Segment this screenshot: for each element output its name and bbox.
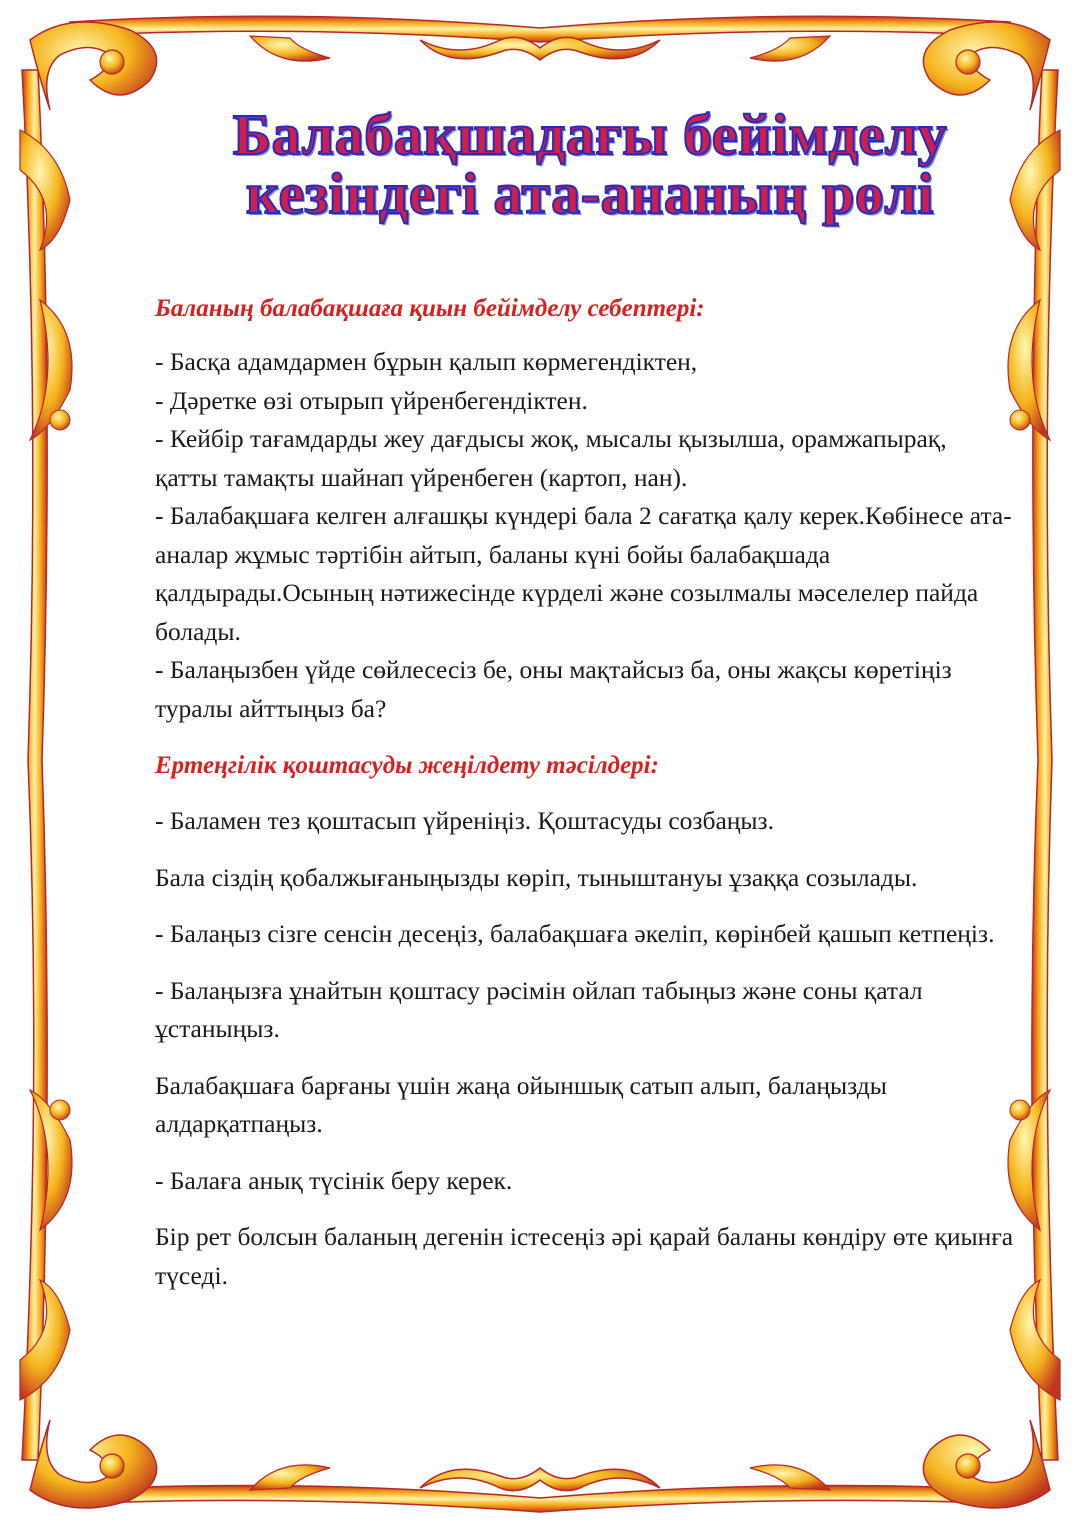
section-heading-methods: Ертеңгілік қоштасуды жеңілдету тәсілдері: [155,752,659,780]
document-content [155,102,1015,1313]
list-item: - Баламен тез қоштасып үйреніңіз. Қоштасуды созбаңыз. [155,806,774,836]
list-item: Бір рет болсын баланың дегенін істесеңіз әрі қарай баланы көндіру өте қиынға түседі. [155,1222,1014,1290]
list-item: - Балаңызға ұнайтын қоштасу рәсімін ойлап табыңыз және соны қатал ұстаныңыз. [155,975,923,1044]
frame-right-bar [1032,70,1058,1460]
list-item: Бала сіздің қобалжығаныңызды көріп, тыныштануы ұзаққа созылады. [155,862,918,892]
title-line-2: кезіндегі ата-ананың рөлі [245,161,935,227]
list-item: - Басқа адамдармен бұрын қалып көрмегендіктен, [155,347,698,377]
list-item: - Дәретке өзі отырып үйренбегендіктен. [155,385,588,415]
list-item: - Балаңыз сізге сенсін десеңіз, балабақшаға әкеліп, көрінбей қашып кетпеңіз. [155,919,995,949]
list-item: - Кейбір тағамдарды жеу дағдысы жоқ, мысалы қызылша, орамжапырақ, қатты тамақты шайнап үйренбеген (картоп, нан). [155,424,947,492]
frame-left-bar [22,70,47,1460]
frame-bottom-bar [70,1486,1010,1513]
methods-list [155,802,1015,1295]
page-title [155,102,1015,227]
list-item: - Балаңызбен үйде сөйлесесіз бе, оны мақтайсыз ба, оны жақсы көретіңіз туралы айттыңыз ба? [155,655,952,723]
list-item: - Балабақшаға келген алғашқы күндері бала 2 сағатқа қалу керек.Көбінесе ата-аналар жұмыс тәртібін айтып, баланы күні бойы балабақшада қалдырады.Осының нәтижесінде күрделі және созылмалы мәселелер пайда болады. [155,501,1012,646]
frame-top-bar [70,16,1010,42]
reasons-list [155,343,1015,728]
section-heading-reasons: Баланың балабақшаға қиын бейімделу себептері: [155,295,705,323]
title-line-1: Балабақшадағы бейімделу [232,102,948,167]
list-item: Балабақшаға барғаны үшін жаңа ойыншық сатып алып, балаңызды алдарқатпаңыз. [155,1070,887,1139]
list-item: - Балаға анық түсінік беру керек. [155,1165,513,1195]
